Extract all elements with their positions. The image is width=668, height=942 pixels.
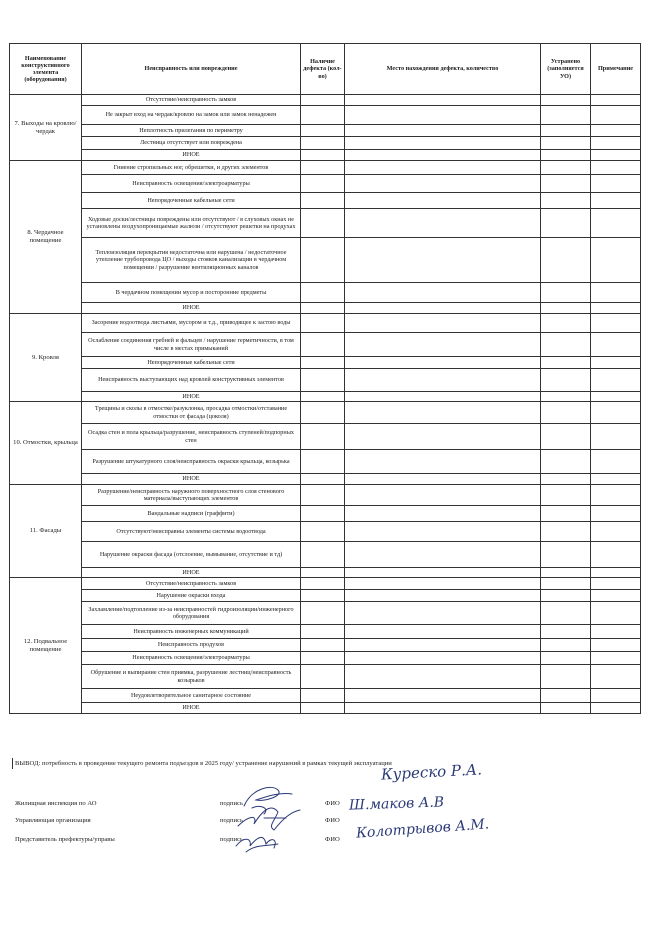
- presence-cell[interactable]: [301, 193, 345, 209]
- fixed-cell[interactable]: [541, 578, 591, 590]
- defect-description-cell: Разрушение штукатурного слоя/неисправность окраски крыльца, козырька: [82, 450, 301, 474]
- table-row: [10, 568, 641, 578]
- signer-row-housing-inspection: [15, 800, 615, 812]
- presence-cell[interactable]: [301, 652, 345, 665]
- location-cell[interactable]: [345, 665, 541, 689]
- location-cell[interactable]: [345, 450, 541, 474]
- signature-caption: подпись: [220, 800, 243, 807]
- note-cell[interactable]: [591, 161, 641, 175]
- note-cell[interactable]: [591, 392, 641, 402]
- header-note: Примечание: [591, 44, 641, 95]
- note-cell[interactable]: [591, 333, 641, 357]
- signer-label: Управляющая организация: [15, 817, 91, 824]
- table-row: [10, 238, 641, 283]
- note-cell[interactable]: [591, 424, 641, 450]
- defect-description-cell: Осадка стен и пола крыльца/разрушение, неисправность ступеней/подпорных стен: [82, 424, 301, 450]
- presence-cell[interactable]: [301, 542, 345, 568]
- presence-cell[interactable]: [301, 522, 345, 542]
- signer-label: Представитель префектуры/управы: [15, 836, 115, 843]
- fixed-cell[interactable]: [541, 303, 591, 314]
- presence-cell[interactable]: [301, 639, 345, 652]
- note-cell[interactable]: [591, 578, 641, 590]
- table-row: [10, 303, 641, 314]
- table-row: [10, 689, 641, 703]
- table-row: [10, 485, 641, 506]
- location-cell[interactable]: [345, 193, 541, 209]
- signer-row-management-company: [15, 817, 615, 829]
- signer-label: Жилищная инспекция по АО: [15, 800, 97, 807]
- note-cell[interactable]: [591, 314, 641, 333]
- location-cell[interactable]: [345, 568, 541, 578]
- presence-cell[interactable]: [301, 689, 345, 703]
- table-row: [10, 665, 641, 689]
- fixed-cell[interactable]: [541, 161, 591, 175]
- table-row: [10, 474, 641, 485]
- element-name-cell: 8. Чердачное помещение: [10, 161, 82, 314]
- presence-cell[interactable]: [301, 450, 345, 474]
- defect-description-cell: Нарушение окраски фасада (отслоение, вымывание, отсутствие и тд): [82, 542, 301, 568]
- note-cell[interactable]: [591, 474, 641, 485]
- defect-description-cell: Неисправность выступающих над кровлей конструктивных элементов: [82, 369, 301, 392]
- header-defect: Неисправность или повреждение: [82, 44, 301, 95]
- presence-cell[interactable]: [301, 625, 345, 639]
- location-cell[interactable]: [345, 652, 541, 665]
- fixed-cell[interactable]: [541, 522, 591, 542]
- fixed-cell[interactable]: [541, 193, 591, 209]
- defect-description-cell: ИНОЕ: [82, 303, 301, 314]
- location-cell[interactable]: [345, 392, 541, 402]
- location-cell[interactable]: [345, 175, 541, 193]
- note-cell[interactable]: [591, 602, 641, 625]
- defects-table: [9, 43, 641, 714]
- defect-description-cell: Неисправность продухов: [82, 639, 301, 652]
- location-cell[interactable]: [345, 369, 541, 392]
- defect-description-cell: ИНОЕ: [82, 703, 301, 714]
- inspection-sheet: [9, 43, 640, 714]
- defect-description-cell: Неисправность освещения/электроарматуры: [82, 175, 301, 193]
- presence-cell[interactable]: [301, 303, 345, 314]
- fixed-cell[interactable]: [541, 209, 591, 238]
- note-cell[interactable]: [591, 590, 641, 602]
- header-element: Наименование конструктивного элемента (оборудования): [10, 44, 82, 95]
- defect-description-cell: Ослабление соединения гребней и фальцев / нарушение герметичности, в том числе в местах примыканий: [82, 333, 301, 357]
- note-cell[interactable]: [591, 137, 641, 150]
- presence-cell[interactable]: [301, 485, 345, 506]
- location-cell[interactable]: [345, 209, 541, 238]
- location-cell[interactable]: [345, 357, 541, 369]
- presence-cell[interactable]: [301, 402, 345, 424]
- note-cell[interactable]: [591, 506, 641, 522]
- presence-cell[interactable]: [301, 150, 345, 161]
- table-row: [10, 369, 641, 392]
- fixed-cell[interactable]: [541, 625, 591, 639]
- presence-cell[interactable]: [301, 424, 345, 450]
- fixed-cell[interactable]: [541, 703, 591, 714]
- element-name-cell: 7. Выходы на кровлю/чердак: [10, 95, 82, 161]
- defect-description-cell: Лестница отсутствует или повреждена: [82, 137, 301, 150]
- header-location: Место нахождения дефекта, количество: [345, 44, 541, 95]
- defect-description-cell: Неисправность освещения/электроарматуры: [82, 652, 301, 665]
- fixed-cell[interactable]: [541, 238, 591, 283]
- note-cell[interactable]: [591, 209, 641, 238]
- location-cell[interactable]: [345, 590, 541, 602]
- location-cell[interactable]: [345, 485, 541, 506]
- location-cell[interactable]: [345, 602, 541, 625]
- location-cell[interactable]: [345, 542, 541, 568]
- defect-description-cell: Непорядоченные кабельные сети: [82, 193, 301, 209]
- defect-description-cell: Ходовые доски/лестницы повреждены или отсутствуют / в слуховых окнах не установлены воздухопроницаемые жалюзи / отсутствуют решетки на продухах: [82, 209, 301, 238]
- location-cell[interactable]: [345, 333, 541, 357]
- fixed-cell[interactable]: [541, 506, 591, 522]
- fixed-cell[interactable]: [541, 474, 591, 485]
- table-row: [10, 590, 641, 602]
- fixed-cell[interactable]: [541, 689, 591, 703]
- defect-description-cell: Неудовлетворительное санитарное состояние: [82, 689, 301, 703]
- defect-description-cell: Непорядоченные кабельные сети: [82, 357, 301, 369]
- location-cell[interactable]: [345, 283, 541, 303]
- location-cell[interactable]: [345, 402, 541, 424]
- fixed-cell[interactable]: [541, 424, 591, 450]
- note-cell[interactable]: [591, 357, 641, 369]
- location-cell[interactable]: [345, 137, 541, 150]
- defect-description-cell: Захламление/подтопление из-за неисправностей гидроизоляции/инженерного оборудования: [82, 602, 301, 625]
- presence-cell[interactable]: [301, 590, 345, 602]
- location-cell[interactable]: [345, 424, 541, 450]
- defect-description-cell: Разрушение/неисправность наружного поверхностного слоя стенового материала/выступающих элементов: [82, 485, 301, 506]
- fixed-cell[interactable]: [541, 150, 591, 161]
- note-cell[interactable]: [591, 95, 641, 106]
- presence-cell[interactable]: [301, 392, 345, 402]
- note-cell[interactable]: [591, 125, 641, 137]
- presence-cell[interactable]: [301, 602, 345, 625]
- defect-description-cell: Не закрыт вход на чердак/кровлю на замок или замок ненадежен: [82, 106, 301, 125]
- note-cell[interactable]: [591, 568, 641, 578]
- note-cell[interactable]: [591, 402, 641, 424]
- defect-description-cell: ИНОЕ: [82, 392, 301, 402]
- fio-caption: ФИО: [325, 817, 340, 824]
- presence-cell[interactable]: [301, 665, 345, 689]
- table-row: [10, 625, 641, 639]
- location-cell[interactable]: [345, 125, 541, 137]
- fixed-cell[interactable]: [541, 665, 591, 689]
- location-cell[interactable]: [345, 703, 541, 714]
- presence-cell[interactable]: [301, 95, 345, 106]
- note-cell[interactable]: [591, 369, 641, 392]
- location-cell[interactable]: [345, 578, 541, 590]
- table-row: [10, 209, 641, 238]
- location-cell[interactable]: [345, 625, 541, 639]
- location-cell[interactable]: [345, 95, 541, 106]
- note-cell[interactable]: [591, 175, 641, 193]
- fixed-cell[interactable]: [541, 357, 591, 369]
- presence-cell[interactable]: [301, 703, 345, 714]
- conclusion-text: ВЫВОД: потребность в проведение текущего ремонта подъездов в 2025 году/ устранение нарушений в рамках текущей эксплуатации: [15, 760, 392, 767]
- table-row: [10, 106, 641, 125]
- defect-description-cell: Отсутствуют/неисправны элементы системы водоотвода: [82, 522, 301, 542]
- note-cell[interactable]: [591, 150, 641, 161]
- signer-row-prefecture: [15, 836, 615, 848]
- fio-caption: ФИО: [325, 836, 340, 843]
- defect-description-cell: Обрушение и выпирание стен приямка, разрушение лестниц/неисправность козырьков: [82, 665, 301, 689]
- note-cell[interactable]: [591, 689, 641, 703]
- table-row: [10, 333, 641, 357]
- fixed-cell[interactable]: [541, 125, 591, 137]
- defect-description-cell: ИНОЕ: [82, 568, 301, 578]
- defect-description-cell: ИНОЕ: [82, 150, 301, 161]
- element-name-cell: 12. Подвальное помещение: [10, 578, 82, 714]
- presence-cell[interactable]: [301, 578, 345, 590]
- header-presence: Наличие дефекта (кол-во): [301, 44, 345, 95]
- fixed-cell[interactable]: [541, 95, 591, 106]
- defect-description-cell: ИНОЕ: [82, 474, 301, 485]
- defect-description-cell: Нарушение окраски входа: [82, 590, 301, 602]
- element-name-cell: 11. Фасады: [10, 485, 82, 578]
- table-row: [10, 506, 641, 522]
- location-cell[interactable]: [345, 238, 541, 283]
- table-header-row: [10, 44, 641, 95]
- presence-cell[interactable]: [301, 137, 345, 150]
- fixed-cell[interactable]: [541, 402, 591, 424]
- fixed-cell[interactable]: [541, 652, 591, 665]
- table-row: [10, 703, 641, 714]
- note-cell[interactable]: [591, 542, 641, 568]
- handwritten-name-2: Ш.маков А.В: [348, 794, 445, 814]
- presence-cell[interactable]: [301, 125, 345, 137]
- location-cell[interactable]: [345, 303, 541, 314]
- presence-cell[interactable]: [301, 357, 345, 369]
- table-row: [10, 357, 641, 369]
- handwritten-name-3: Колотрывов А.М.: [355, 816, 490, 842]
- note-cell[interactable]: [591, 303, 641, 314]
- table-row: [10, 283, 641, 303]
- table-row: [10, 578, 641, 590]
- defect-description-cell: Вандальные надписи (граффити): [82, 506, 301, 522]
- fio-caption: ФИО: [325, 800, 340, 807]
- presence-cell[interactable]: [301, 506, 345, 522]
- fixed-cell[interactable]: [541, 392, 591, 402]
- presence-cell[interactable]: [301, 369, 345, 392]
- location-cell[interactable]: [345, 506, 541, 522]
- location-cell[interactable]: [345, 639, 541, 652]
- handwritten-name-1: Куреско Р.А.: [380, 760, 483, 784]
- table-row: [10, 522, 641, 542]
- defect-description-cell: Неплотность прилегания по периметру: [82, 125, 301, 137]
- defect-description-cell: Неисправность инженерных коммуникаций: [82, 625, 301, 639]
- note-cell[interactable]: [591, 193, 641, 209]
- defect-description-cell: В чердачном помещении мусор и посторонние предметы: [82, 283, 301, 303]
- fixed-cell[interactable]: [541, 590, 591, 602]
- table-row: [10, 175, 641, 193]
- presence-cell[interactable]: [301, 209, 345, 238]
- fixed-cell[interactable]: [541, 568, 591, 578]
- fixed-cell[interactable]: [541, 314, 591, 333]
- defect-description-cell: Отсутствие/неисправность замков: [82, 578, 301, 590]
- note-cell[interactable]: [591, 238, 641, 283]
- table-row: [10, 314, 641, 333]
- table-row: [10, 639, 641, 652]
- presence-cell[interactable]: [301, 283, 345, 303]
- location-cell[interactable]: [345, 161, 541, 175]
- fixed-cell[interactable]: [541, 333, 591, 357]
- fixed-cell[interactable]: [541, 369, 591, 392]
- note-cell[interactable]: [591, 522, 641, 542]
- table-row: [10, 125, 641, 137]
- table-row: [10, 392, 641, 402]
- fixed-cell[interactable]: [541, 542, 591, 568]
- presence-cell[interactable]: [301, 314, 345, 333]
- defect-description-cell: Гниение стропильных ног, обрешетки, и других элементов: [82, 161, 301, 175]
- table-row: [10, 450, 641, 474]
- presence-cell[interactable]: [301, 106, 345, 125]
- table-row: [10, 602, 641, 625]
- location-cell[interactable]: [345, 150, 541, 161]
- note-cell[interactable]: [591, 485, 641, 506]
- location-cell[interactable]: [345, 314, 541, 333]
- table-row: [10, 95, 641, 106]
- location-cell[interactable]: [345, 522, 541, 542]
- defect-description-cell: Трещины и сколы в отмостке/разуклонка, просадка отмостки/отставание отмостки от фасада (цоколя): [82, 402, 301, 424]
- table-row: [10, 424, 641, 450]
- presence-cell[interactable]: [301, 474, 345, 485]
- table-row: [10, 161, 641, 175]
- table-row: [10, 542, 641, 568]
- fixed-cell[interactable]: [541, 639, 591, 652]
- defect-description-cell: Отсутствие/неисправность замков: [82, 95, 301, 106]
- table-row: [10, 193, 641, 209]
- note-cell[interactable]: [591, 106, 641, 125]
- note-cell[interactable]: [591, 703, 641, 714]
- fixed-cell[interactable]: [541, 106, 591, 125]
- table-row: [10, 150, 641, 161]
- fixed-cell[interactable]: [541, 175, 591, 193]
- element-name-cell: 10. Отмостки, крыльца: [10, 402, 82, 485]
- location-cell[interactable]: [345, 106, 541, 125]
- note-cell[interactable]: [591, 283, 641, 303]
- signature-caption: подпись: [220, 836, 243, 843]
- table-row: [10, 402, 641, 424]
- presence-cell[interactable]: [301, 175, 345, 193]
- location-cell[interactable]: [345, 689, 541, 703]
- note-cell[interactable]: [591, 625, 641, 639]
- presence-cell[interactable]: [301, 238, 345, 283]
- signature-caption: подпись: [220, 817, 243, 824]
- fixed-cell[interactable]: [541, 283, 591, 303]
- presence-cell[interactable]: [301, 161, 345, 175]
- fixed-cell[interactable]: [541, 602, 591, 625]
- note-cell[interactable]: [591, 665, 641, 689]
- presence-cell[interactable]: [301, 333, 345, 357]
- table-row: [10, 137, 641, 150]
- presence-cell[interactable]: [301, 568, 345, 578]
- fixed-cell[interactable]: [541, 485, 591, 506]
- note-cell[interactable]: [591, 652, 641, 665]
- fixed-cell[interactable]: [541, 450, 591, 474]
- defect-description-cell: Теплоизоляция перекрытия недостаточна или нарушена / недостаточное утепление трубопровода ЦО / выходы стояков канализации в чердачном помещении / разрушение вентиляционных каналов: [82, 238, 301, 283]
- table-row: [10, 652, 641, 665]
- defect-description-cell: Засорение водоотвода листьями, мусором и т.д., приводящее к застою воды: [82, 314, 301, 333]
- note-cell[interactable]: [591, 450, 641, 474]
- note-cell[interactable]: [591, 639, 641, 652]
- element-name-cell: 9. Кровля: [10, 314, 82, 402]
- header-fixed: Устранено (заполняется УО): [541, 44, 591, 95]
- fixed-cell[interactable]: [541, 137, 591, 150]
- location-cell[interactable]: [345, 474, 541, 485]
